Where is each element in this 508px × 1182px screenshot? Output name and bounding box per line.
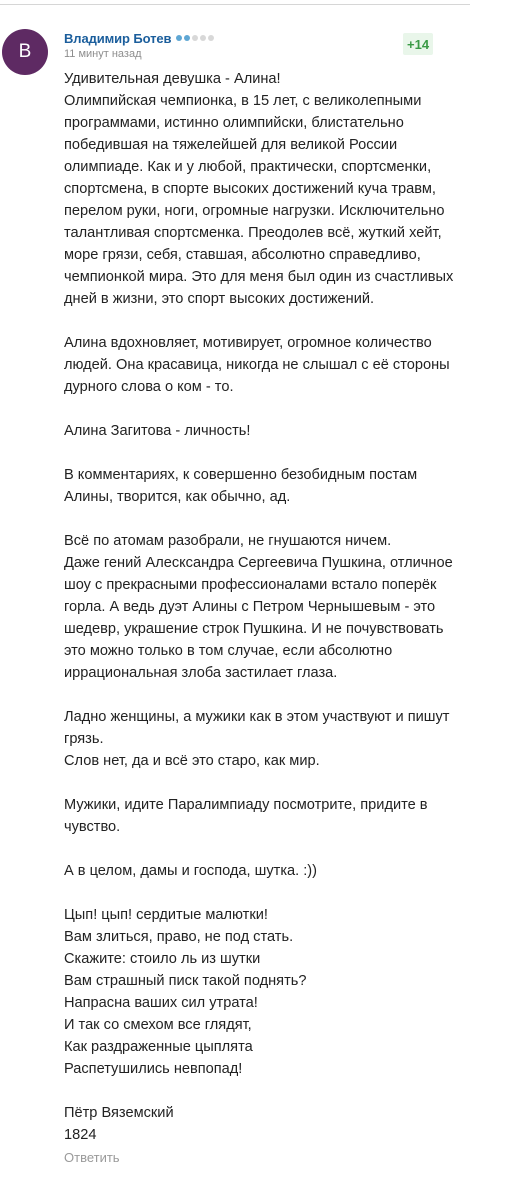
author-rating-dots [176,35,216,41]
avatar[interactable] [2,29,48,75]
comment-line: Вам злиться, право, не под стать. [64,929,294,945]
avatar-letter: B [18,41,32,62]
comment-line: море грязи, себя, ставшая, абсолютно справедливо, [64,247,421,263]
rating-dot [200,35,206,41]
comment-header [64,29,436,60]
comment-line: И так со смехом все глядят, [64,1017,252,1033]
comment-line: Олимпийская чемпионка, в 15 лет, с великолепными [64,93,422,109]
comment-line: Вам страшный писк такой поднять? [64,973,307,989]
reply-button[interactable]: Ответить [64,1150,120,1165]
rating-dot [192,35,198,41]
paragraph-gap [64,508,474,530]
top-divider [0,4,470,5]
paragraph-gap [64,838,474,860]
comment-line: Как раздраженные цыплята [64,1039,253,1055]
comment-line: грязь. [64,731,104,747]
score-badge: +14 [403,33,433,55]
paragraph-gap [64,310,474,332]
paragraph-gap [64,882,474,904]
comment-paragraph [64,332,474,398]
comment-line: людей. Она красавица, никогда не слышал с её стороны [64,357,450,373]
comment-line: чемпионкой мира. Это для меня был один из счастливых [64,269,454,285]
rating-dot [184,35,190,41]
comment-paragraph [64,464,474,508]
comment-line: дурного слова о ком - то. [64,379,234,395]
comment-line: Цып! цып! сердитые малютки! [64,907,268,923]
comment-line: шедевр, украшение строк Пушкина. И не почувствовать [64,621,444,637]
comment-line: Пётр Вяземский [64,1105,174,1121]
comment-line: А в целом, дамы и господа, шутка. :)) [64,863,318,879]
comment-line: спортсмена, в спорте высоких достижений куча травм, [64,181,436,197]
comment-line: Ладно женщины, а мужики как в этом участвуют и пишут [64,709,450,725]
paragraph-gap [64,772,474,794]
rating-dot [208,35,214,41]
comment-line: Скажите: стоило ль из шутки [64,951,261,967]
comment-line: горла. А ведь дуэт Алины с Петром Чернышевым - это [64,599,436,615]
comment-line: 1824 [64,1127,97,1143]
rating-dot [176,35,182,41]
comment-paragraph [64,860,474,882]
comment-line: перелом руки, ноги, огромные нагрузки. Исключительно [64,203,445,219]
comment-line: Мужики, идите Паралимпиаду посмотрите, придите в [64,797,428,813]
comment-line: победившая на тяжелейшей для великой России [64,137,398,153]
comment-paragraph [64,794,474,838]
comment-line: это можно только в том случае, если абсолютно [64,643,393,659]
paragraph-gap [64,1080,474,1102]
comment-paragraph [64,68,474,310]
comment-paragraph [64,706,474,772]
comment-line: Алина Загитова - личность! [64,423,251,439]
comment-line: талантливая спортсменка. Преодолев всё, жуткий хейт, [64,225,442,241]
comment-line: Алины, творится, как обычно, ад. [64,489,291,505]
comment-line: олимпиаде. Как и у любой, практически, спортсменки, [64,159,432,175]
comment-line: Слов нет, да и всё это старо, как мир. [64,753,320,769]
comment-paragraph [64,530,474,684]
comment-line: В комментариях, к совершенно безобидным постам [64,467,418,483]
comment-timestamp: 11 минут назад [64,48,142,60]
comment-line: дней в жизни, это спорт высоких достижений. [64,291,375,307]
comment-line: Всё по атомам разобрали, не гнушаются ничем. [64,533,392,549]
comment-line: Распетушились невпопад! [64,1061,243,1077]
comment-line: иррациональная злоба застилает глаза. [64,665,338,681]
comment-line: Даже гений Алесксандра Сергеевича Пушкина, отличное [64,555,453,571]
comment-line: Напрасна ваших сил утрата! [64,995,258,1011]
comment-paragraph [64,1102,474,1146]
comment-paragraph [64,420,474,442]
author-line [64,29,436,47]
paragraph-gap [64,442,474,464]
author-name[interactable]: Владимир Ботев [64,30,172,46]
comment-paragraph [64,904,474,1080]
comment-line: шоу с прекрасными профессионалами встало поперёк [64,577,437,593]
comment-line: Алина вдохновляет, мотивирует, огромное количество [64,335,432,351]
paragraph-gap [64,398,474,420]
comment-line: чувство. [64,819,121,835]
comment-line: программами, истинно олимпийски, блистательно [64,115,404,131]
paragraph-gap [64,684,474,706]
comment-line: Удивительная девушка - Алина! [64,71,281,87]
comment-body [64,68,474,1146]
